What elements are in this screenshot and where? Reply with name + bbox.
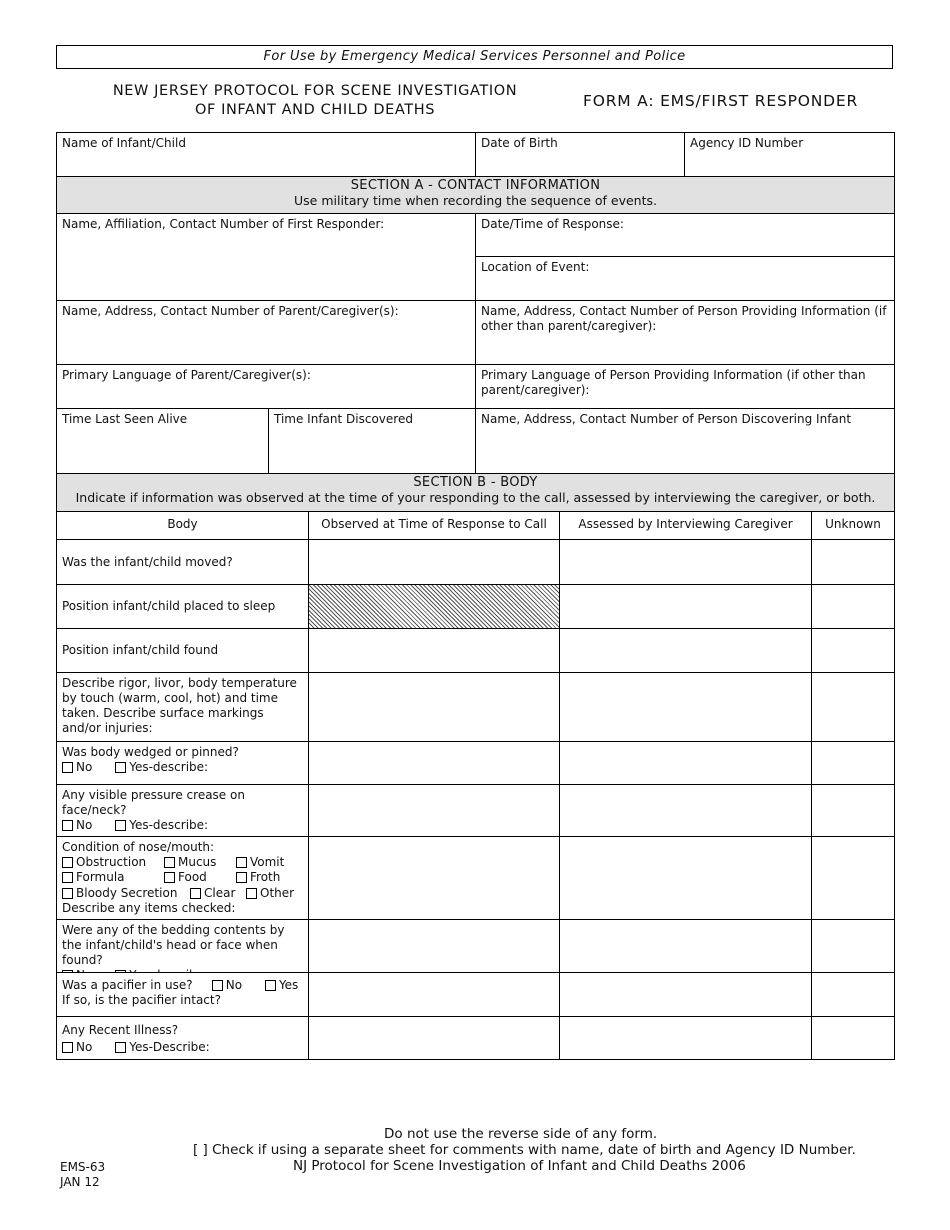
pressure-no-label: No [76, 818, 93, 832]
pressure-unknown-cell[interactable] [811, 784, 895, 837]
usage-banner: For Use by Emergency Medical Services Personnel and Police [56, 45, 893, 69]
illness-yes-label: Yes-Describe: [129, 1040, 210, 1054]
form-code-date: JAN 12 [60, 1175, 100, 1189]
illness-no-label: No [76, 1040, 93, 1054]
describe-unknown-cell[interactable] [811, 672, 895, 742]
checkbox-icon[interactable] [115, 762, 126, 773]
section-b-title: SECTION B - BODY [413, 475, 538, 490]
last-seen-field[interactable] [56, 408, 269, 474]
dob-label: Date of Birth [481, 136, 558, 150]
pacifier-question: Was a pacifier in use? [62, 978, 193, 992]
section-a-title: SECTION A - CONTACT INFORMATION [350, 178, 601, 193]
condition-option-label: Bloody Secretion [76, 886, 178, 900]
wedged-yes-option[interactable] [115, 760, 208, 775]
checkbox-icon[interactable] [62, 820, 73, 831]
wedged-no-label: No [76, 760, 93, 774]
section-a-header [56, 176, 895, 214]
bedding-question: Were any of the bedding contents by the infant/child's head or face when found? [62, 923, 285, 967]
row-bedding-label [56, 919, 309, 973]
illness-observed-cell[interactable] [308, 1016, 560, 1060]
illness-unknown-cell[interactable] [811, 1016, 895, 1060]
col-header-body: Body [56, 511, 309, 540]
condition-option-label: Food [178, 870, 207, 884]
footer-separate-sheet-note: [ ] Check if using a separate sheet for comments with name, date of birth and Agency ID Number. [193, 1142, 856, 1158]
condition-option-label: Vomit [250, 855, 285, 869]
parent-language-field[interactable] [56, 364, 476, 409]
pacifier-no-label: No [225, 978, 243, 992]
wedged-yes-label: Yes-describe: [129, 760, 209, 774]
footer-reverse-note: Do not use the reverse side of any form. [384, 1126, 658, 1142]
agency-id-label: Agency ID Number [690, 136, 804, 150]
condition-option[interactable] [236, 855, 284, 870]
pacifier-unknown-cell[interactable] [811, 972, 895, 1017]
condition-option-label: Formula [76, 870, 125, 884]
illness-yes-option[interactable] [115, 1040, 209, 1055]
condition-option[interactable] [62, 886, 177, 901]
moved-assessed-cell[interactable] [559, 539, 812, 585]
agency-id-field[interactable] [684, 132, 895, 177]
bedding-assessed-cell[interactable] [559, 919, 812, 973]
provider-info-field[interactable] [475, 300, 895, 365]
placed-assessed-cell[interactable] [559, 584, 812, 629]
wedged-unknown-cell[interactable] [811, 741, 895, 785]
illness-no-option[interactable] [62, 1040, 92, 1055]
last-seen-label: Time Last Seen Alive [62, 412, 188, 426]
row-wedged-label [56, 741, 309, 785]
found-unknown-cell[interactable] [811, 628, 895, 673]
wedged-observed-cell[interactable] [308, 741, 560, 785]
pressure-question: Any visible pressure crease on face/neck? [62, 788, 245, 817]
checkbox-icon[interactable] [164, 857, 175, 868]
row-describe-label [56, 672, 309, 742]
placed-observed-shaded-cell [308, 584, 560, 629]
row-found-label [56, 628, 309, 673]
bedding-unknown-cell[interactable] [811, 919, 895, 973]
discoverer-field[interactable] [475, 408, 895, 474]
first-responder-label: Name, Affiliation, Contact Number of First Responder: [62, 217, 385, 231]
checkbox-icon[interactable] [265, 980, 276, 991]
row-placed-label [56, 584, 309, 629]
condition-option[interactable] [62, 870, 125, 885]
row-illness-label [56, 1016, 309, 1060]
infant-name-field[interactable] [56, 132, 476, 177]
provider-language-field[interactable] [475, 364, 895, 409]
row-pressure-label [56, 784, 309, 837]
illness-question: Any Recent Illness? [62, 1023, 179, 1037]
row-pacifier-label [56, 972, 309, 1017]
response-time-label: Date/Time of Response: [481, 217, 624, 231]
describe-observed-cell[interactable] [308, 672, 560, 742]
checkbox-icon[interactable] [115, 1042, 126, 1053]
pressure-observed-cell[interactable] [308, 784, 560, 837]
col-header-observed: Observed at Time of Response to Call [308, 511, 560, 540]
condition-option[interactable] [246, 886, 294, 901]
parent-info-label: Name, Address, Contact Number of Parent/Caregiver(s): [62, 304, 399, 318]
wedged-question: Was body wedged or pinned? [62, 745, 239, 759]
condition-describe: Describe any items checked: [62, 901, 236, 915]
describe-question: Describe rigor, livor, body temperature by touch (warm, cool, hot) and time taken. Describe surface markings and/or injuries: [62, 676, 297, 735]
location-field[interactable] [475, 256, 895, 301]
row-condition-label [56, 836, 309, 920]
checkbox-icon[interactable] [190, 888, 201, 899]
checkbox-icon[interactable] [246, 888, 257, 899]
section-b-subtitle: Indicate if information was observed at the time of your responding to the call, assessed by interviewing the caregiver, or both. [75, 490, 876, 505]
pacifier-observed-cell[interactable] [308, 972, 560, 1017]
checkbox-icon[interactable] [62, 762, 73, 773]
pressure-yes-option[interactable] [115, 818, 208, 833]
moved-unknown-cell[interactable] [811, 539, 895, 585]
condition-option[interactable] [236, 870, 280, 885]
col-header-assessed: Assessed by Interviewing Caregiver [559, 511, 812, 540]
first-responder-field[interactable] [56, 213, 476, 301]
checkbox-icon[interactable] [62, 872, 73, 883]
placed-unknown-cell[interactable] [811, 584, 895, 629]
moved-observed-cell[interactable] [308, 539, 560, 585]
pacifier-yes-label: Yes [278, 978, 299, 992]
discoverer-label: Name, Address, Contact Number of Person Discovering Infant [481, 412, 852, 426]
form-code-number: EMS-63 [60, 1160, 106, 1174]
section-a-subtitle: Use military time when recording the sequence of events. [294, 193, 657, 208]
row-moved-label [56, 539, 309, 585]
condition-assessed-cell[interactable] [559, 836, 812, 920]
response-time-field[interactable] [475, 213, 895, 257]
checkbox-icon[interactable] [62, 888, 73, 899]
checkbox-icon[interactable] [164, 872, 175, 883]
moved-question: Was the infant/child moved? [62, 554, 233, 569]
condition-option[interactable] [164, 870, 207, 885]
infant-name-label: Name of Infant/Child [62, 136, 186, 150]
condition-question: Condition of nose/mouth: [62, 840, 215, 854]
wedged-assessed-cell[interactable] [559, 741, 812, 785]
parent-language-label: Primary Language of Parent/Caregiver(s): [62, 368, 311, 382]
checkbox-icon[interactable] [236, 872, 247, 883]
found-question: Position infant/child found [62, 643, 219, 657]
location-label: Location of Event: [481, 260, 590, 274]
pacifier-no-option[interactable] [212, 978, 242, 993]
illness-assessed-cell[interactable] [559, 1016, 812, 1060]
condition-option-label: Mucus [178, 855, 217, 869]
found-observed-cell[interactable] [308, 628, 560, 673]
checkbox-icon[interactable] [62, 1042, 73, 1053]
pacifier-yes-option[interactable] [265, 978, 298, 993]
condition-option-label: Froth [250, 870, 281, 884]
parent-info-field[interactable] [56, 300, 476, 365]
found-assessed-cell[interactable] [559, 628, 812, 673]
col-header-unknown: Unknown [811, 511, 895, 540]
condition-option-label: Obstruction [76, 855, 147, 869]
pacifier-assessed-cell[interactable] [559, 972, 812, 1017]
form-title-line1: NEW JERSEY PROTOCOL FOR SCENE INVESTIGATION [112, 83, 518, 99]
form-name: FORM A: EMS/FIRST RESPONDER [583, 92, 859, 110]
checkbox-icon[interactable] [212, 980, 223, 991]
dob-field[interactable] [475, 132, 685, 177]
form-title-line2: OF INFANT AND CHILD DEATHS [194, 102, 436, 118]
condition-option[interactable] [164, 855, 216, 870]
pacifier-intact-question: If so, is the pacifier intact? [62, 993, 221, 1007]
footer-protocol-name: NJ Protocol for Scene Investigation of Infant and Child Deaths 2006 [293, 1158, 746, 1174]
condition-unknown-cell[interactable] [811, 836, 895, 920]
describe-assessed-cell[interactable] [559, 672, 812, 742]
condition-option[interactable] [62, 855, 146, 870]
provider-info-label: Name, Address, Contact Number of Person Providing Information (if other than parent/caregiver): [481, 304, 887, 333]
form-title [60, 82, 570, 120]
condition-option[interactable] [190, 886, 235, 901]
checkbox-icon[interactable] [236, 857, 247, 868]
discovered-label: Time Infant Discovered [274, 412, 413, 426]
pressure-assessed-cell[interactable] [559, 784, 812, 837]
condition-option-label: Clear [204, 886, 236, 900]
condition-option-label: Other [260, 886, 295, 900]
form-code [60, 1160, 105, 1190]
provider-language-label: Primary Language of Person Providing Information (if other than parent/caregiver): [481, 368, 866, 397]
checkbox-icon[interactable] [115, 820, 126, 831]
placed-question: Position infant/child placed to sleep [62, 599, 276, 613]
checkbox-icon[interactable] [62, 857, 73, 868]
discovered-field[interactable] [268, 408, 476, 474]
bedding-observed-cell[interactable] [308, 919, 560, 973]
condition-observed-cell[interactable] [308, 836, 560, 920]
pressure-yes-label: Yes-describe: [129, 818, 209, 832]
wedged-no-option[interactable] [62, 760, 92, 775]
pressure-no-option[interactable] [62, 818, 92, 833]
section-b-header [56, 473, 895, 512]
